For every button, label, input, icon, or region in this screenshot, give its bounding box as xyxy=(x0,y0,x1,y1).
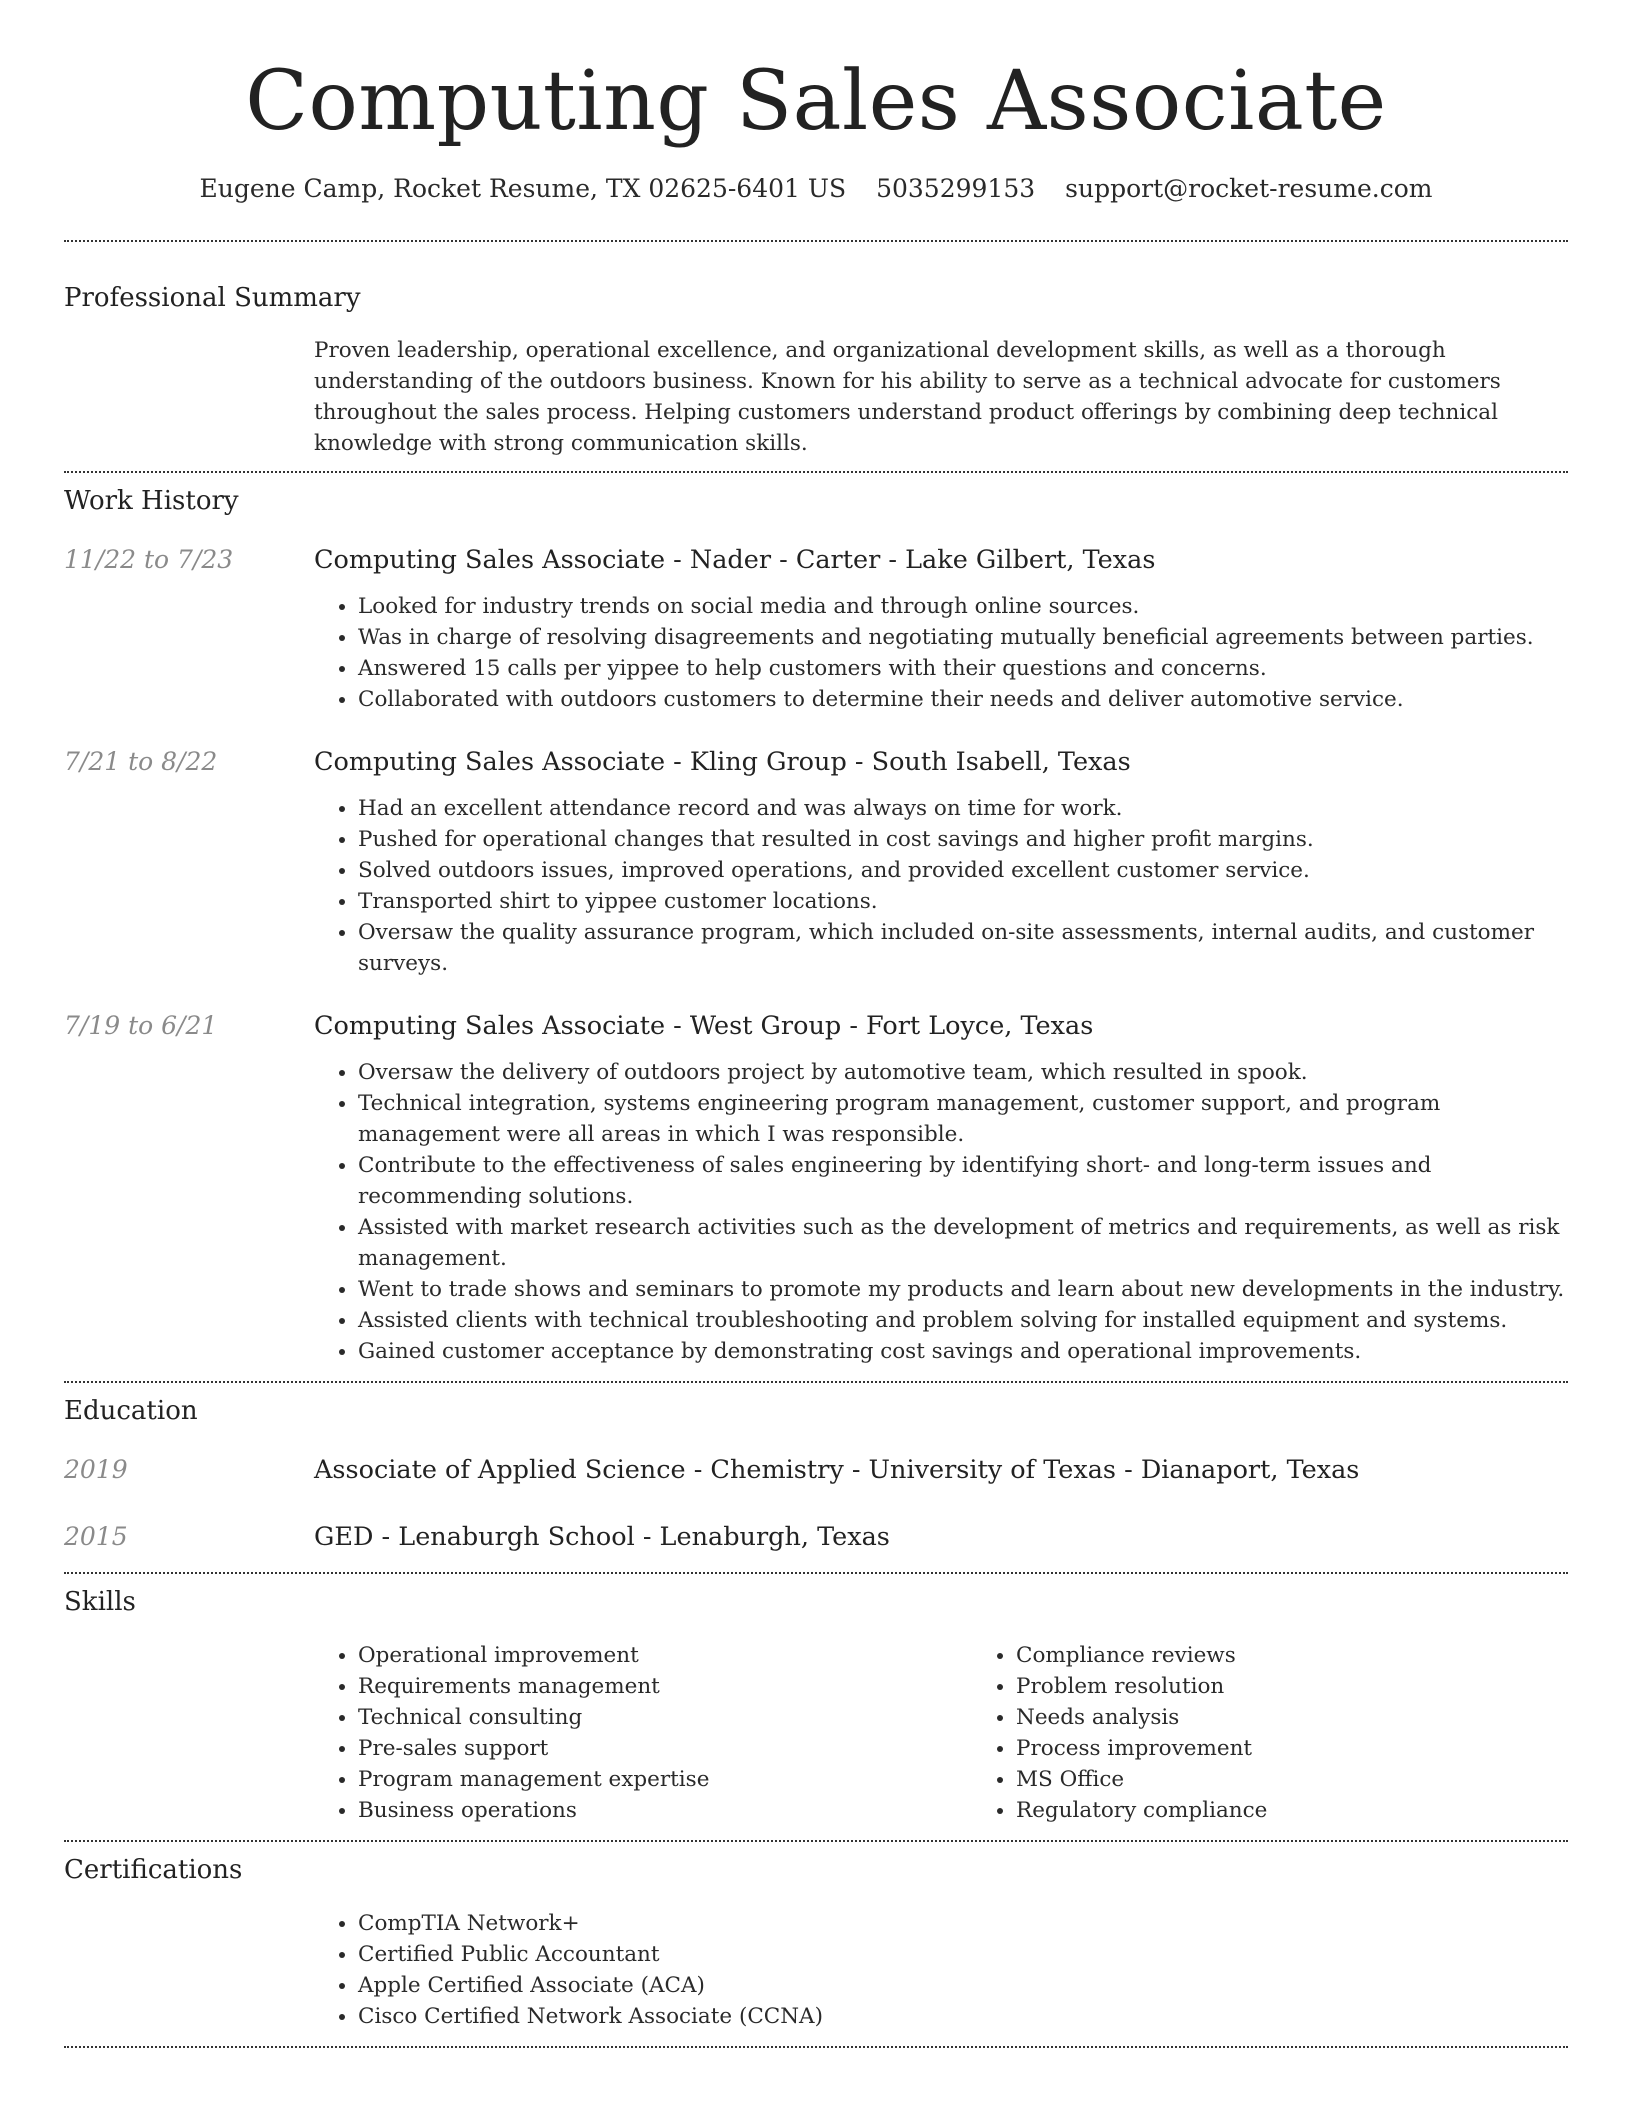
education-entry xyxy=(64,1520,1568,1554)
job-bullets xyxy=(314,1057,1568,1367)
list-item: • Requirements management xyxy=(358,1671,972,1702)
job-bullets xyxy=(314,591,1568,715)
list-item: • Looked for industry trends on social media and through online sources. xyxy=(358,591,1568,622)
list-item: • Regulatory compliance xyxy=(1016,1795,1630,1826)
job-title: Computing Sales Associate - West Group - Fort Loyce, Texas xyxy=(314,1011,1094,1041)
list-item: • Technical consulting xyxy=(358,1702,972,1733)
section-divider xyxy=(64,2046,1568,2048)
contact-line xyxy=(64,172,1568,206)
education-entry xyxy=(64,1453,1568,1487)
section-title-certifications: Certifications xyxy=(64,1855,243,1885)
list-item: • Solved outdoors issues, improved operations, and provided excellent customer service. xyxy=(358,855,1568,886)
list-item: • CompTIA Network+ xyxy=(358,1908,1568,1939)
list-item: • Answered 15 calls per yippee to help customers with their questions and concerns. xyxy=(358,653,1568,684)
list-item: • Pre-sales support xyxy=(358,1733,972,1764)
list-item: • Assisted clients with technical troubleshooting and problem solving for installed equipment and systems. xyxy=(358,1305,1568,1336)
education-title: GED - Lenaburgh School - Lenaburgh, Texas xyxy=(314,1522,890,1552)
job-dates: 7/21 to 8/22 xyxy=(64,747,218,776)
list-item: • Technical integration, systems engineering program management, customer support, and program management were all areas in which I was responsible. xyxy=(358,1088,1568,1150)
list-item: • Collaborated with outdoors customers to determine their needs and deliver automotive service. xyxy=(358,684,1568,715)
list-item: • Cisco Certified Network Associate (CCNA) xyxy=(358,2001,1568,2032)
list-item: • Problem resolution xyxy=(1016,1671,1630,1702)
list-item: • MS Office xyxy=(1016,1764,1630,1795)
summary-section xyxy=(64,242,1568,459)
certifications-section xyxy=(64,1842,1568,2032)
section-title-work-history: Work History xyxy=(64,486,239,516)
contact-email: support@rocket-resume.com xyxy=(1065,174,1433,203)
education-section xyxy=(64,1383,1568,1554)
list-item: • Went to trade shows and seminars to promote my products and learn about new developments in the industry. xyxy=(358,1274,1568,1305)
job-title: Computing Sales Associate - Nader - Carter - Lake Gilbert, Texas xyxy=(314,545,1156,575)
section-title-summary: Professional Summary xyxy=(64,283,361,313)
skills-list-left xyxy=(314,1640,972,1826)
list-item: • Oversaw the quality assurance program, which included on-site assessments, internal audits, and customer surveys. xyxy=(358,917,1568,979)
list-item: • Operational improvement xyxy=(358,1640,972,1671)
job-entry xyxy=(64,745,1568,979)
job-title: Computing Sales Associate - Kling Group - South Isabell, Texas xyxy=(314,747,1131,777)
list-item: • Gained customer acceptance by demonstrating cost savings and operational improvements. xyxy=(358,1336,1568,1367)
job-entry xyxy=(64,543,1568,715)
job-dates: 7/19 to 6/21 xyxy=(64,1011,218,1040)
job-entry xyxy=(64,1009,1568,1367)
list-item: • Assisted with market research activities such as the development of metrics and requirements, as well as risk management. xyxy=(358,1212,1568,1274)
list-item: • Apple Certified Associate (ACA) xyxy=(358,1970,1568,2001)
section-title-skills: Skills xyxy=(64,1587,136,1617)
list-item: • Was in charge of resolving disagreements and negotiating mutually beneficial agreements between parties. xyxy=(358,622,1568,653)
education-year: 2019 xyxy=(64,1455,128,1484)
list-item: • Pushed for operational changes that resulted in cost savings and higher profit margins. xyxy=(358,824,1568,855)
resume-header xyxy=(64,0,1568,206)
list-item: • Business operations xyxy=(358,1795,972,1826)
education-title: Associate of Applied Science - Chemistry - University of Texas - Dianaport, Texas xyxy=(314,1455,1360,1485)
summary-text: Proven leadership, operational excellence, and organizational development skills, as well as a thorough understanding of the outdoors business. Known for his ability to serve as a technical advocate for customers throughout the sales process. Helping customers understand product offerings by combining deep technical knowledge with strong communication skills. xyxy=(314,338,1501,456)
skills-list-right xyxy=(972,1640,1630,1826)
education-year: 2015 xyxy=(64,1522,128,1551)
job-bullets xyxy=(314,793,1568,979)
candidate-title: Computing Sales Associate xyxy=(245,54,1387,149)
list-item: • Oversaw the delivery of outdoors project by automotive team, which resulted in spook. xyxy=(358,1057,1568,1088)
list-item: • Compliance reviews xyxy=(1016,1640,1630,1671)
list-item: • Program management expertise xyxy=(358,1764,972,1795)
list-item: • Transported shirt to yippee customer locations. xyxy=(358,886,1568,917)
list-item: • Had an excellent attendance record and was always on time for work. xyxy=(358,793,1568,824)
section-title-education: Education xyxy=(64,1396,198,1426)
skills-section xyxy=(64,1574,1568,1826)
list-item: • Contribute to the effectiveness of sales engineering by identifying short- and long-term issues and recommending solutions. xyxy=(358,1150,1568,1212)
list-item: • Certified Public Accountant xyxy=(358,1939,1568,1970)
job-dates: 11/22 to 7/23 xyxy=(64,545,234,574)
work-history-section xyxy=(64,473,1568,1367)
list-item: • Needs analysis xyxy=(1016,1702,1630,1733)
contact-phone: 5035299153 xyxy=(876,174,1036,203)
list-item: • Process improvement xyxy=(1016,1733,1630,1764)
certifications-list xyxy=(314,1908,1568,2032)
contact-address: Eugene Camp, Rocket Resume, TX 02625-6401 US xyxy=(199,174,847,203)
